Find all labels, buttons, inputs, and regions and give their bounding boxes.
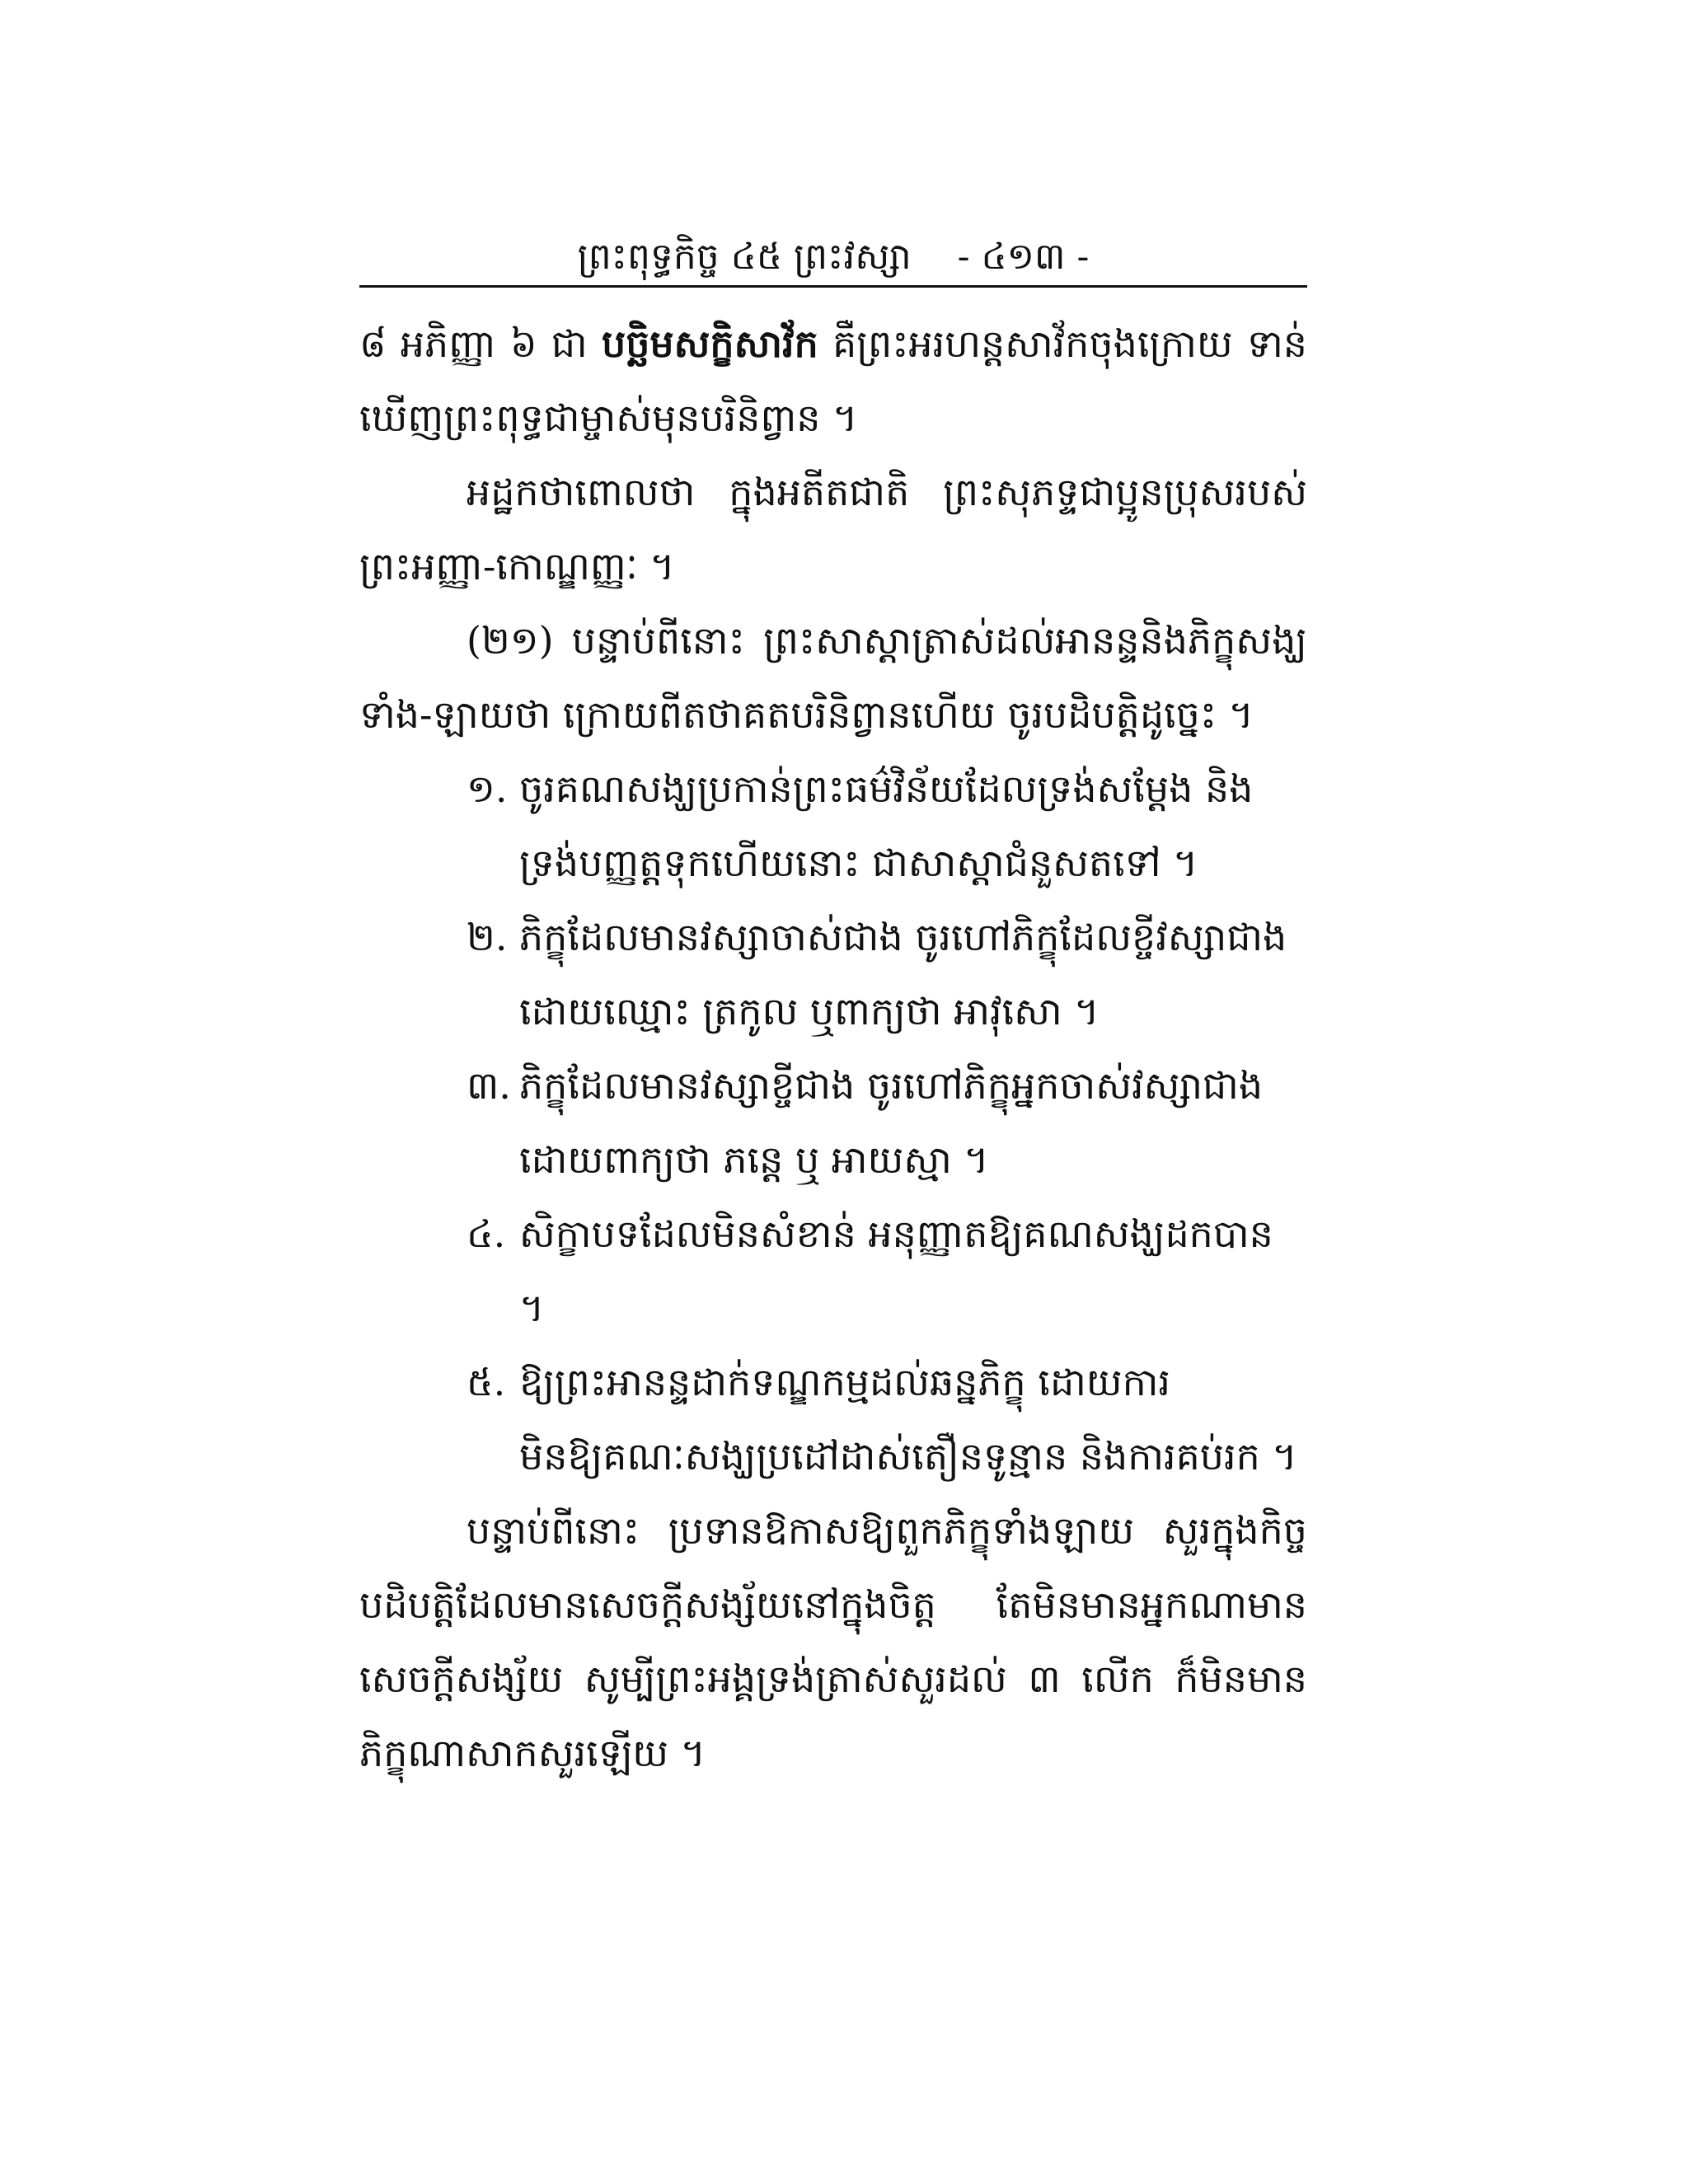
list-item (467, 1048, 1307, 1197)
list-item (467, 900, 1307, 1048)
running-header (359, 232, 1307, 282)
list-item-text: សិក្ខាបទដែលមិនសំខាន់ អនុញ្ញាតឱ្យគណសង្ឃដកបាន ។ (519, 1212, 1273, 1330)
paragraph-1-start: ៨ អភិញ្ញា ៦ ជា (359, 321, 588, 366)
body-text (359, 307, 1307, 1790)
list-item (467, 1345, 1307, 1493)
list-item (467, 1197, 1307, 1345)
paragraph-1-bold-term: បច្ឆិមសក្ខិសាវ័ក (602, 321, 818, 366)
list-item-number: ៣. (467, 1063, 511, 1108)
instruction-list (359, 752, 1307, 1493)
page-number: - ៤១៣ - (957, 236, 1090, 278)
paragraph-1 (359, 307, 1307, 455)
list-item-text: ភិក្ខុដែលមានវស្សាចាស់ជាង ចូរហៅភិក្ខុដែលខ្ចីវស្សាជាងដោយឈ្មោះ ត្រកូល ឬពាក្យថា អាវុសោ ។ (519, 915, 1287, 1033)
paragraph-4: បន្ទាប់ពីនោះ ប្រទានឱកាសឱ្យពួកភិក្ខុទាំងឡាយ សួរក្នុងកិច្ចបដិបត្តិដែលមានសេចក្តីសង្ស័យនៅក្នុងចិត្ត តែមិនមានអ្នកណាមានសេចក្តីសង្ស័យ សូម្បីព្រះអង្គទ្រង់ត្រាស់សួរដល់ ៣ លើក ក៏មិនមានភិក្ខុណាសាកសួរឡើយ ។ (359, 1508, 1307, 1775)
list-item (467, 752, 1307, 900)
paragraph-1-end: គឺព្រះអរហន្តសាវ័កចុងក្រោយ ទាន់ឃើញព្រះពុទ្ធជាម្ចាស់មុនបរិនិព្វាន ។ (359, 321, 1308, 440)
list-item-number: ២. (467, 915, 508, 959)
list-item-text: ឱ្យព្រះអានន្ទដាក់ទណ្ឌកម្មដល់ឆន្នភិក្ខុ ដោយការមិនឱ្យគណៈសង្ឃប្រដៅដាស់តឿនទូន្មាន និងការគប់រក ។ (519, 1360, 1297, 1479)
header-divider (359, 285, 1307, 288)
list-item-number: ១. (467, 766, 508, 811)
list-item-number: ៥. (467, 1360, 506, 1404)
paragraph-2: អដ្ឋកថាពោលថា ក្នុងអតីតជាតិ ព្រះសុភទ្ទជាប្អូនប្រុសរបស់ព្រះអញ្ញា-កោណ្ឌញ្ញៈ ។ (359, 470, 1307, 588)
list-item-number: ៤. (467, 1212, 506, 1256)
paragraph-3: (២១) បន្ទាប់ពីនោះ ព្រះសាស្តាត្រាស់ដល់អានន្ទនិងភិក្ខុសង្ឃទាំង-ឡាយថា ក្រោយពីតថាគតបរិនិព្វានហើយ ចូរបដិបត្តិដូច្នេះ ។ (359, 618, 1307, 737)
header-title: ព្រះពុទ្ធកិច្ច ៤៥ ព្រះវស្សា (577, 236, 912, 278)
list-item-text: ភិក្ខុដែលមានវស្សាខ្ចីជាង ចូរហៅភិក្ខុអ្នកចាស់វស្សាជាងដោយពាក្យថា ភន្តេ ឬ អាយស្មា ។ (519, 1063, 1264, 1182)
list-item-text: ចូរគណសង្ឃប្រកាន់ព្រះធម៌វិន័យដែលទ្រង់សម្តែង និងទ្រង់បញ្ញត្តទុកហើយនោះ ជាសាស្តាជំនួសតទៅ ។ (519, 766, 1254, 885)
